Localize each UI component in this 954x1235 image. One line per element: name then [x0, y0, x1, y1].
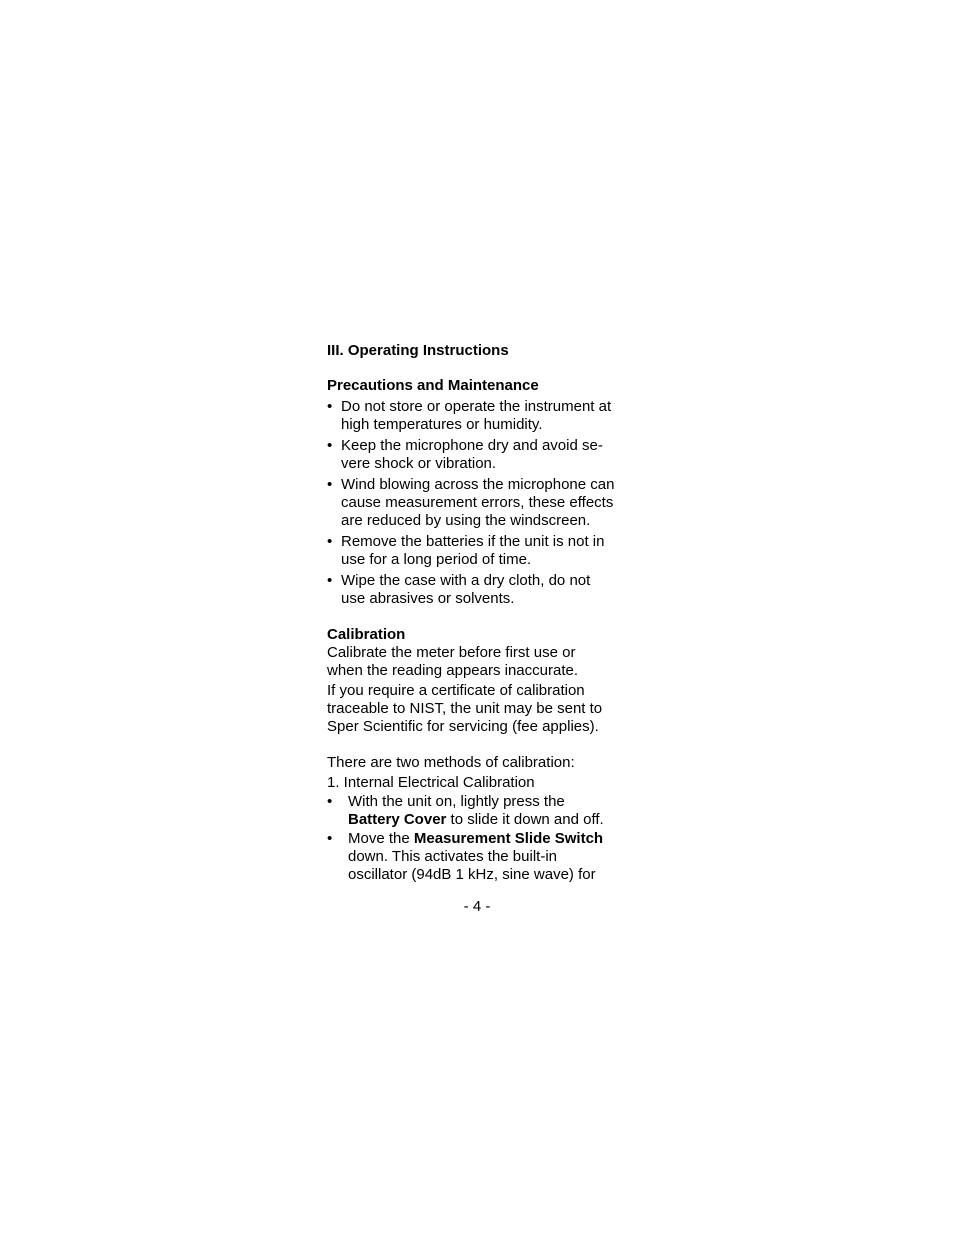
step-text: Move the — [348, 830, 414, 847]
bullet-icon: • — [327, 572, 333, 589]
precautions-list — [327, 398, 637, 608]
paragraph-line: Calibrate the meter before first use or — [327, 644, 576, 661]
list-item — [327, 476, 637, 530]
bullet-icon: • — [327, 398, 333, 415]
bullet-icon: • — [327, 830, 333, 847]
list-item — [327, 572, 637, 608]
step-line — [348, 830, 637, 848]
method-1-title: 1. Internal Electrical Calibration — [327, 774, 535, 791]
paragraph-line: traceable to NIST, the unit may be sent to — [327, 700, 603, 717]
step-line — [348, 811, 637, 829]
list-item-line: Wipe the case with a dry cloth, do not — [341, 572, 591, 589]
list-item-line: use for a long period of time. — [341, 551, 532, 568]
paragraph-line: when the reading appears inaccurate. — [327, 662, 579, 679]
list-item-line: Do not store or operate the instrument at — [341, 398, 612, 415]
list-item — [327, 830, 637, 884]
calibration-paragraph-1 — [327, 644, 637, 680]
section-title: III. Operating Instructions — [327, 342, 509, 359]
list-item-line: Keep the microphone dry and avoid se- — [341, 437, 603, 454]
step-line: With the unit on, lightly press the — [348, 793, 565, 810]
list-item-line: use abrasives or solvents. — [341, 590, 515, 607]
list-item-line: Remove the batteries if the unit is not in — [341, 533, 605, 550]
list-item-line: Wind blowing across the microphone can — [341, 476, 615, 493]
paragraph-line: Sper Scientific for servicing (fee applies). — [327, 718, 599, 735]
bullet-icon: • — [327, 476, 333, 493]
list-item — [327, 793, 637, 829]
battery-cover-term: Battery Cover — [348, 811, 447, 828]
list-item-line: are reduced by using the windscreen. — [341, 512, 591, 529]
list-item — [327, 533, 637, 569]
precautions-heading: Precautions and Maintenance — [327, 377, 539, 394]
list-item-line: vere shock or vibration. — [341, 455, 497, 472]
calibration-paragraph-2 — [327, 682, 637, 736]
calibration-heading: Calibration — [327, 626, 406, 643]
list-item — [327, 437, 637, 473]
calibration-steps — [327, 793, 637, 884]
page-number: - 4 - — [463, 898, 491, 915]
bullet-icon: • — [327, 793, 333, 810]
list-item-line: cause measurement errors, these effects — [341, 494, 614, 511]
list-item-line: high temperatures or humidity. — [341, 416, 543, 433]
methods-intro: There are two methods of calibration: — [327, 754, 575, 771]
step-line: down. This activates the built-in — [348, 848, 557, 865]
bullet-icon: • — [327, 437, 333, 454]
step-text: to slide it down and off. — [446, 811, 604, 828]
paragraph-line: If you require a certificate of calibration — [327, 682, 585, 699]
step-line: oscillator (94dB 1 kHz, sine wave) for — [348, 866, 596, 883]
measurement-switch-term: Measurement Slide Switch — [413, 830, 604, 847]
bullet-icon: • — [327, 533, 333, 550]
list-item — [327, 398, 637, 434]
page-content — [327, 342, 637, 884]
